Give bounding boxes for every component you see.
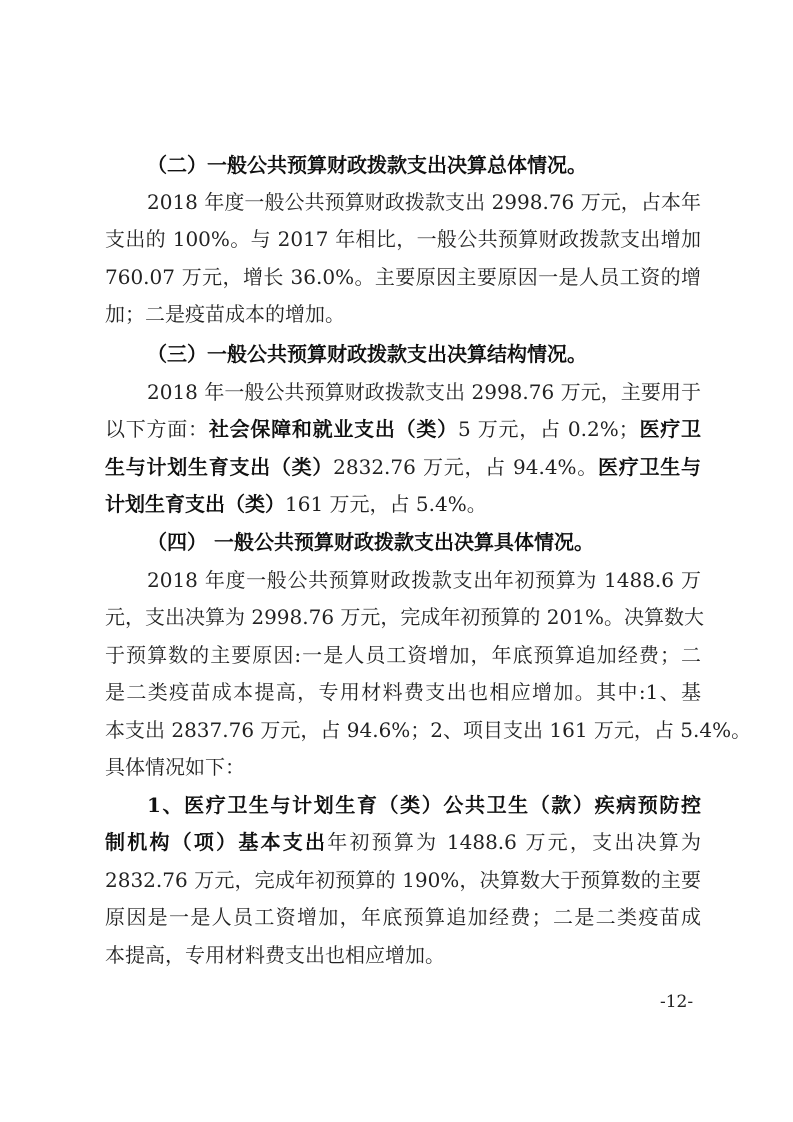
text-segment: 2018 年一般公共预算财政拨款支出 2998.76 万元，主要用于	[147, 380, 701, 404]
text-line	[105, 677, 701, 707]
text-segment: 原因是一是人员工资增加，年底预算追加经费；二是二类疫苗成	[105, 905, 701, 929]
text-line	[147, 565, 701, 595]
bold-text: （三）一般公共预算财政拨款支出决算结构情况。	[147, 342, 587, 366]
bold-text: 计划生育支出（类）	[105, 492, 285, 516]
text-segment: 161 万元，占 5.4%。	[285, 492, 487, 516]
section-heading	[147, 527, 594, 557]
bold-text: 制机构（项）基本支出	[105, 830, 328, 854]
text-segment: 年初预算为 1488.6 万元，支出决算为	[327, 830, 702, 854]
text-line	[105, 414, 701, 444]
text-line	[147, 377, 701, 407]
text-line	[105, 827, 701, 857]
page-number: -12-	[660, 992, 694, 1012]
text-segment: 是二类疫苗成本提高，专用材料费支出也相应增加。其中:1、基	[105, 680, 701, 704]
section-heading	[147, 339, 587, 369]
text-segment: 本支出 2837.76 万元，占 94.6%；2、项目支出 161 万元，占 5.4%。	[105, 718, 752, 742]
text-segment: 2018 年度一般公共预算财政拨款支出年初预算为 1488.6 万	[147, 568, 701, 592]
text-segment: 支出的 100%。与 2017 年相比，一般公共预算财政拨款支出增加	[105, 227, 701, 251]
text-line	[105, 489, 701, 519]
section-heading	[147, 150, 587, 180]
text-line	[105, 299, 701, 329]
text-line	[147, 187, 701, 217]
bold-text: （二）一般公共预算财政拨款支出决算总体情况。	[147, 153, 587, 177]
text-segment: 具体情况如下：	[105, 755, 245, 779]
text-segment: 于预算数的主要原因:一是人员工资增加，年底预算追加经费；二	[105, 643, 701, 667]
bold-text: 1、医疗卫生与计划生育（类）公共卫生（款）疾病预防控	[147, 793, 701, 817]
bold-text: 生与计划生育支出（类）	[105, 455, 334, 479]
text-line	[105, 224, 701, 254]
text-segment: 5 万元，占 0.2%；	[457, 417, 639, 441]
text-segment: 加；二是疫苗成本的增加。	[105, 302, 345, 326]
text-line	[105, 715, 752, 745]
text-segment: 元，支出决算为 2998.76 万元，完成年初预算的 201%。决算数大	[105, 605, 704, 629]
bold-text: 社会保障和就业支出（类）	[208, 417, 458, 441]
text-line	[105, 940, 701, 970]
text-segment: 760.07 万元，增长 36.0%。主要原因主要原因一是人员工资的增	[105, 265, 701, 289]
bold-text: 医疗卫生与	[598, 455, 702, 479]
text-line	[105, 602, 704, 632]
bold-text: （四） 一般公共预算财政拨款支出决算具体情况。	[147, 530, 594, 554]
text-line	[105, 262, 701, 292]
text-line	[105, 865, 701, 895]
bold-text: 医疗卫	[638, 417, 702, 441]
text-line	[105, 640, 701, 670]
text-segment: 2832.76 万元，占 94.4%。	[333, 455, 599, 479]
text-segment: 2018 年度一般公共预算财政拨款支出 2998.76 万元，占本年	[147, 190, 701, 214]
text-segment: 本提高，专用材料费支出也相应增加。	[105, 943, 445, 967]
text-line	[105, 452, 701, 482]
text-line	[147, 790, 701, 820]
text-line	[105, 902, 701, 932]
text-segment: 以下方面：	[105, 417, 209, 441]
text-segment: 2832.76 万元，完成年初预算的 190%，决算数大于预算数的主要	[105, 868, 701, 892]
text-line	[105, 752, 701, 782]
